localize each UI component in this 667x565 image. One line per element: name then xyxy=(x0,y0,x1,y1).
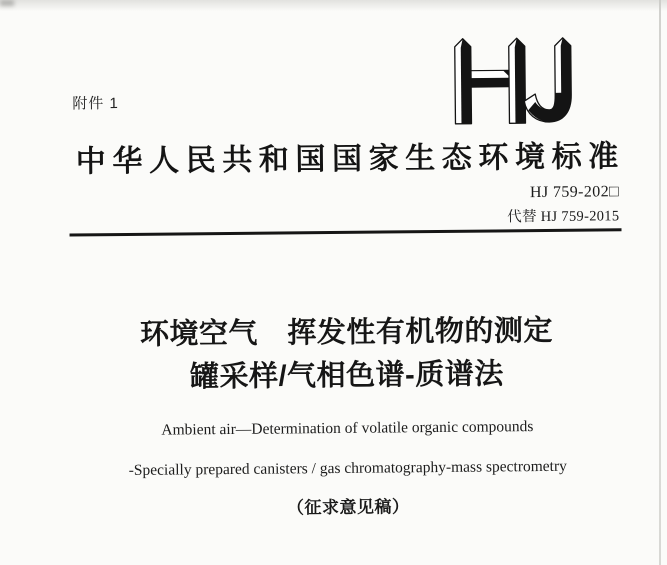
title-en-line1: Ambient air—Determination of volatile organic compounds xyxy=(161,418,534,439)
standard-name-heading: 中华人民共和国国家生态环境标准 xyxy=(75,140,625,179)
title-cn-line2: 罐采样/气相色谱-质谱法 xyxy=(189,358,504,394)
attachment-label: 附件 1 xyxy=(72,95,119,113)
draft-note: （征求意见稿） xyxy=(286,497,410,518)
replaces-note: 代替 HJ 759-2015 xyxy=(507,208,620,226)
title-cn-line1: 环境空气 挥发性有机物的测定 xyxy=(139,314,554,351)
standard-code: HJ 759-202□ xyxy=(529,183,620,202)
title-en-line2: -Specially prepared canisters / gas chromatography-mass spectrometry xyxy=(128,457,567,479)
title-area xyxy=(67,0,624,565)
